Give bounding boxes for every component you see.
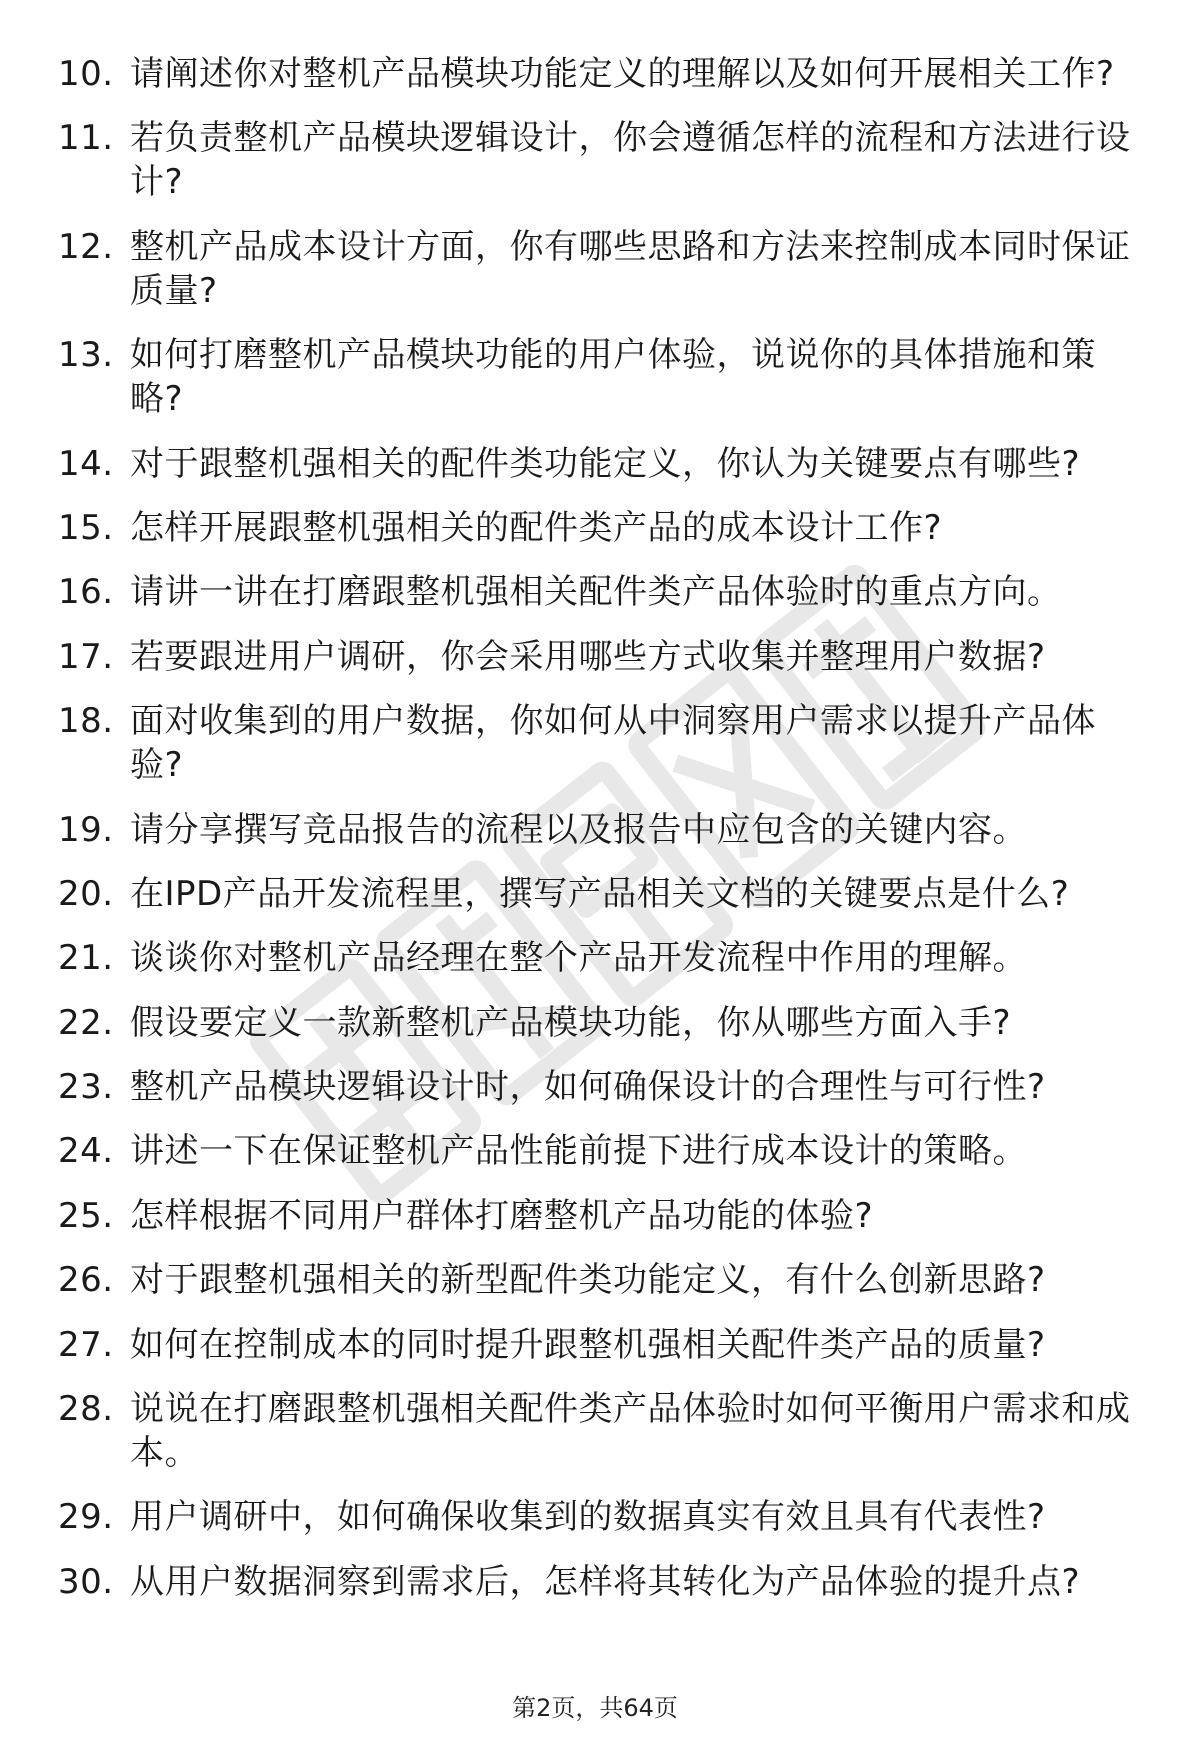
- question-item: [58, 1065, 1148, 1109]
- question-item: [58, 442, 1148, 486]
- question-list: [58, 52, 1148, 1624]
- question-number: 19.: [58, 809, 114, 850]
- question-number: 12.: [58, 226, 114, 267]
- question-item: [58, 225, 1148, 313]
- question-text: 若要跟进用户调研，你会采用哪些方式收集并整理用户数据?: [130, 636, 1046, 677]
- page-footer: 第2页，共64页: [512, 1694, 678, 1722]
- question-text: 假设要定义一款新整机产品模块功能，你从哪些方面入手?: [130, 1002, 1012, 1043]
- question-number: 16.: [58, 572, 114, 613]
- question-number: 18.: [58, 701, 114, 742]
- question-number: 20.: [58, 873, 114, 914]
- question-text: 在IPD产品开发流程里，撰写产品相关文档的关键要点是什么?: [130, 873, 1070, 914]
- question-item: [58, 635, 1148, 679]
- question-text: 说说在打磨跟整机强相关配件类产品体验时如何平衡用户需求和成本。: [130, 1389, 1131, 1474]
- question-item: [58, 1323, 1148, 1367]
- question-item: [58, 808, 1148, 852]
- question-text: 整机产品模块逻辑设计时，如何确保设计的合理性与可行性?: [130, 1067, 1046, 1108]
- question-item: [58, 1129, 1148, 1173]
- question-item: [58, 506, 1148, 550]
- question-number: 17.: [58, 636, 114, 677]
- question-number: 27.: [58, 1324, 114, 1365]
- question-number: 29.: [58, 1497, 114, 1538]
- question-text: 从用户数据洞察到需求后，怎样将其转化为产品体验的提升点?: [130, 1561, 1081, 1602]
- question-number: 10.: [58, 54, 114, 94]
- question-text: 对于跟整机强相关的配件类功能定义，你认为关键要点有哪些?: [130, 443, 1081, 484]
- question-text: 如何打磨整机产品模块功能的用户体验，说说你的具体措施和策略?: [130, 335, 1096, 420]
- question-item: [58, 1387, 1148, 1475]
- question-text: 对于跟整机强相关的新型配件类功能定义，有什么创新思路?: [130, 1260, 1046, 1301]
- question-item: [58, 1001, 1148, 1045]
- question-text: 请阐述你对整机产品模块功能定义的理解以及如何开展相关工作?: [130, 54, 1115, 94]
- question-item: [58, 52, 1148, 96]
- question-number: 25.: [58, 1195, 114, 1236]
- question-text: 整机产品成本设计方面，你有哪些思路和方法来控制成本同时保证质量?: [130, 226, 1131, 311]
- question-text: 如何在控制成本的同时提升跟整机强相关配件类产品的质量?: [130, 1324, 1046, 1365]
- question-text: 请分享撰写竞品报告的流程以及报告中应包含的关键内容。: [130, 809, 1027, 850]
- question-number: 15.: [58, 507, 114, 548]
- question-number: 24.: [58, 1131, 114, 1172]
- question-text: 请讲一讲在打磨跟整机强相关配件类产品体验时的重点方向。: [130, 572, 1062, 613]
- question-number: 30.: [58, 1561, 114, 1602]
- question-number: 22.: [58, 1002, 114, 1043]
- question-number: 11.: [58, 118, 114, 159]
- question-number: 23.: [58, 1067, 114, 1108]
- question-item: [58, 1560, 1148, 1604]
- question-item: [58, 936, 1148, 980]
- question-text: 谈谈你对整机产品经理在整个产品开发流程中作用的理解。: [130, 938, 1027, 979]
- question-text: 用户调研中，如何确保收集到的数据真实有效且具有代表性?: [130, 1497, 1046, 1538]
- question-number: 28.: [58, 1389, 114, 1430]
- question-text: 怎样根据不同用户群体打磨整机产品功能的体验?: [130, 1195, 874, 1236]
- question-item: [58, 699, 1148, 787]
- question-number: 13.: [58, 335, 114, 376]
- question-item: [58, 1495, 1148, 1539]
- question-number: 21.: [58, 938, 114, 979]
- question-number: 26.: [58, 1260, 114, 1301]
- question-text: 面对收集到的用户数据，你如何从中洞察用户需求以提升产品体验?: [130, 701, 1096, 786]
- question-text: 讲述一下在保证整机产品性能前提下进行成本设计的策略。: [130, 1131, 1027, 1172]
- question-text: 若负责整机产品模块逻辑设计，你会遵循怎样的流程和方法进行设计?: [130, 118, 1131, 203]
- question-item: [58, 1258, 1148, 1302]
- question-number: 14.: [58, 443, 114, 484]
- question-item: [58, 1194, 1148, 1238]
- question-item: [58, 872, 1148, 916]
- question-item: [58, 333, 1148, 421]
- question-item: [58, 570, 1148, 614]
- question-text: 怎样开展跟整机强相关的配件类产品的成本设计工作?: [130, 507, 943, 548]
- question-item: [58, 116, 1148, 204]
